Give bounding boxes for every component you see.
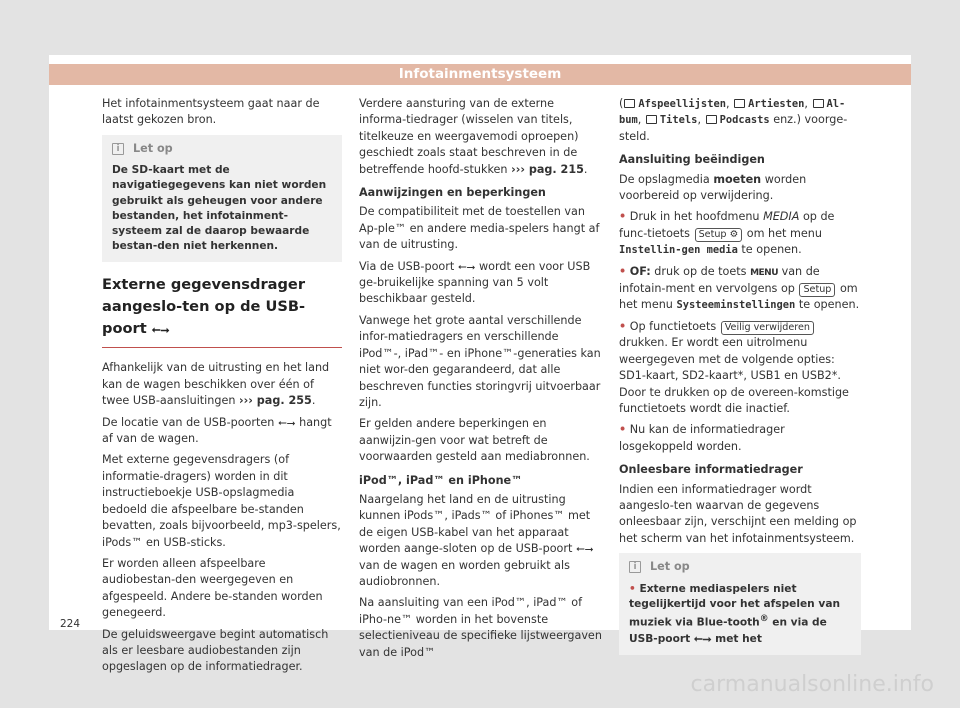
paragraph: De geluidsweergave begint automatisch als er leesbare audiobestanden zijn opgeslagen op de informatiedrager. [102,627,329,674]
folder-icon [813,99,824,108]
text: van de wagen en worden gebruikt als audiobronnen. [359,558,570,588]
setup-key [695,228,743,242]
note-text: De SD-kaart met de navigatiegegevens kan niet worden gebruikt als geheugen voor andere bestanden, het infotainment-systeem zal de daarop bewaarde bestan-den niet herkennen. [112,164,327,253]
note-title [629,559,851,575]
column-1 [102,96,342,681]
paragraph [359,259,602,308]
paragraph: De compatibiliteit met de toestellen van Ap-ple™ en andere media-spelers hangt af van de uitrusting. [359,205,600,252]
section-title [102,274,342,341]
text: met het [715,632,762,645]
text: wordt een voor USB ge-bruikelijke spanning van 5 volt beschikbaar gesteld. [359,259,591,306]
paragraph: Er worden alleen afspeelbare audiobestan-den weergegeven en afgespeeld. Andere be-standen worden genegeerd. [102,556,323,620]
section-divider [102,347,342,348]
text: Via de USB-poort [359,259,455,273]
paragraph: Na aansluiting van een iPod™, iPad™ of iPho-ne™ worden in het bovenste selectieniveau de specifieke lijstweergaven van de iPod™ [359,596,602,659]
text: van de infotain-ment en vervolgens op [619,264,820,296]
bullet-icon: • [619,210,627,224]
column-3 [619,96,861,667]
text: ( [619,97,624,110]
paragraph: Verdere aansturing van de externe informa-tiedrager (wisselen van titels, titelkeuze en weergavemodi oproepen) geschiedt zoals staat beschreven in de betreffende hoofd-stukken ››› pag. 215. [359,97,588,176]
usb-icon: ⭠⭢ [693,631,712,645]
page-reference-link[interactable]: ››› pag. 255 [239,394,312,408]
menu-term: Titels [659,114,698,127]
subheading: Aansluiting beëindigen [619,153,765,167]
intro-paragraph: Het infotainmentsysteem gaat naar de laatst gekozen bron. [102,97,320,127]
paragraph: Vanwege het grote aantal verschillende infor-matiedragers en verschillende iPod™-, iPad™- en iPhone™-generaties kan niet wor-den gegarandeerd, dat alle beschreven functies storingvrij uitvoerbaar zijn. [359,313,601,409]
watermark: carmanualsonline.info [690,672,934,697]
menu-term: Afspeellijsten [638,98,726,110]
text: Naargelang het land en de uitrusting kunnen iPods™, iPads™ of iPhones™ met de eigen USB-kabel van het apparaat worden aange-sloten op de USB-poort [359,492,591,556]
bullet-icon: • [629,582,636,595]
bullet-item [619,319,861,417]
emphasis: moeten [713,172,762,186]
menu-term: Instellin-gen media [619,244,738,257]
usb-icon: ⭠⭢ [151,323,170,337]
usb-icon: ⭠⭢ [575,542,594,556]
paragraph [619,172,861,205]
text: Externe mediaspelers niet tegelijkertijd voor het afspelen van muziek via Blue-tooth [629,582,841,629]
emphasis: OF: [629,264,651,278]
text: Verdere aansturing van de externe informa-tiedrager (wisselen van titels, titelkeuze en weergavemodi oproepen) geschiedt zoals staat beschreven in de betreffende hoofd-stukken [359,97,579,176]
text: De opslagmedia [619,172,710,186]
text: De locatie van de USB-poorten [102,415,275,429]
text: Afhankelijk van de uitrusting en het land kan de wagen beschikken over één of twee USB-aansluitingen [102,361,330,408]
safe-remove-key: Veilig verwijderen [721,321,814,335]
paragraph: Met externe gegevensdragers (of informatie-dragers) worden in dit instructieboekje USB-opslagmedia bedoeld die afspeelbare be-standen bevatten, zoals bijvoorbeeld, mp3-spelers, iPods™ en USB-sticks. [102,453,341,549]
text: Op functietoets [629,319,717,333]
bullet-icon: • [619,319,627,333]
menu-key-icon: MENU [750,267,779,278]
usb-icon: ⭠⭢ [277,415,296,429]
note-title [112,141,332,157]
note-title-text: Let op [650,560,690,574]
text: Nu kan de informatiedrager losgekoppeld worden. [619,423,785,453]
note-text [629,582,851,647]
folder-icon [734,99,745,108]
text: om het menu [619,282,858,312]
menu-term: MEDIA [763,210,800,224]
subheading: iPod™, iPad™ en iPhone™ [359,473,523,487]
paragraph: ( Afspeellijsten, Artiesten, Al-bum, Titels, Podcasts enz.) voorge-steld. [619,97,848,143]
text: en via de USB-poort [629,616,827,645]
page-number: 224 [60,618,81,630]
paragraph: Afhankelijk van de uitrusting en het land kan de wagen beschikken over één of twee USB-aansluitingen ››› pag. 255. [102,361,330,408]
menu-term: Podcasts [719,114,770,127]
column-2 [359,96,602,666]
subheading: Onleesbare informatiedrager [619,463,803,477]
text: drukken. Er wordt een uitrolmenu weergegeven met de volgende opties: SD1-kaart, SD2-kaart*, USB1 en USB2*. Door te drukken op de overeen-komstige functietoets wordt die inactief. [619,336,849,415]
setup-key: Setup [799,283,835,297]
key-label: Setup [698,228,727,240]
paragraph: Indien een informatiedrager wordt aangeslo-ten waarvan de gegevens onleesbaar zijn, verschijnt een melding op het scherm van het infotainmentsysteem. [619,482,857,545]
menu-term: Artiesten [748,98,805,110]
text: Druk in het hoofdmenu [629,210,760,224]
menu-term: Al-bum [619,98,846,127]
text: te openen. [798,298,860,312]
registered-mark: ® [759,613,769,624]
text: op de func-tietoets [619,210,835,240]
bullet-item [619,209,861,258]
subheading: Aanwijzingen en beperkingen [359,186,546,200]
folder-icon [646,115,657,124]
note-title-text: Let op [133,141,173,155]
bullet-icon: • [619,423,627,437]
paragraph [359,492,602,590]
bullet-item [619,422,861,455]
menu-term: Systeeminstellingen [676,299,796,312]
page-reference-link[interactable]: ››› pag. 215 [511,162,584,176]
paragraph: Er gelden andere beperkingen en aanwijzin-gen voor wat betreft de voorwaarden gesteld aan mediabronnen. [359,417,590,464]
section-title-text: Externe gegevensdrager aangeslo-ten op de USB-poort [102,276,306,338]
usb-icon: ⭠⭢ [457,259,476,273]
page-header: Infotainmentsysteem [49,64,911,85]
note-box [102,135,342,263]
folder-icon [624,99,635,108]
text: worden voorbereid op verwijdering. [619,172,807,203]
bullet-item [619,264,861,314]
info-icon: i [629,561,641,573]
text: te openen. [741,243,802,257]
gear-icon: ⚙ [729,228,739,240]
bullet-icon: • [619,264,627,278]
paragraph [102,415,342,448]
text: om het menu [746,226,822,240]
text: hangt af van de wagen. [102,415,332,446]
text: enz.) voorge-steld. [619,113,848,143]
note-box [619,553,861,655]
info-icon: i [112,143,124,155]
folder-icon [706,115,717,124]
text: druk op de toets [654,264,747,278]
